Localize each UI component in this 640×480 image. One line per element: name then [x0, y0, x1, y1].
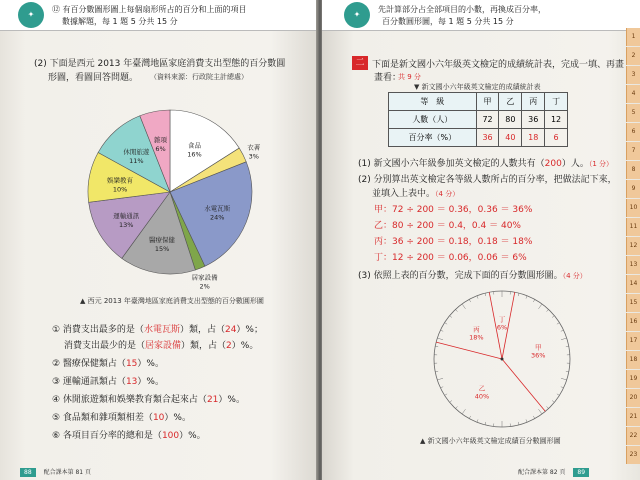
calc-line: 丙：36 ÷ 200 ＝ 0.18，0.18 ＝ 18% — [374, 237, 533, 247]
left-footer-text: 配合課本第 81 頁 — [43, 469, 92, 476]
header-cell: 等 級 — [389, 93, 477, 111]
pie2-label: 甲 — [534, 343, 542, 352]
left-header-text-1: ⑫ 有百分數圖形圖上每個扇形所占的百分和上面的項目 — [52, 5, 247, 14]
pie-tick — [437, 378, 443, 380]
calc-line: 丁：12 ÷ 200 ＝ 0.06，0.06 ＝ 6% — [374, 253, 527, 263]
question-5: ⑤ 食品類和雜項類相差（10）%。 — [52, 413, 191, 423]
section-title: 下面是新文國小六年級英文檢定的成績統計表，完成一填、再畫 — [372, 60, 625, 70]
pie2-percent: 40% — [474, 392, 490, 401]
side-tab[interactable]: 21 — [626, 408, 640, 426]
pie-tick — [546, 309, 548, 311]
pie2-percent: 18% — [469, 333, 484, 342]
header-cell: 甲 — [476, 93, 499, 111]
pie-tick — [518, 293, 519, 296]
pie-tick — [435, 371, 438, 372]
answer-1b-percent: 2 — [226, 341, 232, 351]
pie-tick — [561, 387, 564, 388]
right-header-text-2: 百分數圓形圖，每 1 題 5 分共 15 分 — [382, 17, 514, 26]
row-label: 百分率（%） — [389, 129, 477, 147]
header-cell: 乙 — [499, 93, 522, 111]
answer-4: 21 — [206, 395, 219, 405]
q2-line1: (2) 下面是西元 2013 年臺灣地區家庭消費支出型態的百分數圓 — [34, 59, 286, 69]
section-sub: 畫看： — [374, 73, 402, 83]
pie-tick — [561, 330, 564, 331]
side-tab[interactable]: 4 — [626, 85, 640, 103]
table-cell: 12 — [545, 111, 568, 129]
question-r3: (3) 依照上表的百分數，完成下面的百分數圓形圖。（4 分） — [358, 271, 587, 281]
left-page-number: 88 — [20, 468, 36, 477]
pie2-label: 丁 — [498, 315, 506, 324]
table-row — [389, 111, 568, 129]
side-tab[interactable]: 19 — [626, 370, 640, 388]
question-r2-line2: 並填入上表中。（4 分） — [372, 189, 460, 199]
table-cell: 6 — [545, 129, 568, 147]
question-r2-line1: (2) 分別算出英文檢定各等級人數所占的百分率，把做法記下來， — [358, 175, 617, 185]
side-tab[interactable]: 9 — [626, 180, 640, 198]
pie-percent: 10% — [112, 185, 128, 194]
grade-pie-chart — [412, 284, 592, 434]
pie-label: 食品 — [187, 141, 201, 150]
pie-tick — [477, 296, 478, 299]
header-cell: 丁 — [545, 93, 568, 111]
pie-percent: 15% — [154, 245, 170, 254]
pie-label: 雜項 — [153, 136, 167, 145]
pie-tick — [455, 309, 457, 311]
pie-tick — [557, 394, 560, 396]
question-4: ④ 休閒旅遊類和娛樂教育類合起來占（21）%。 — [52, 395, 245, 405]
side-tab[interactable]: 23 — [626, 446, 640, 464]
answer-5: 10 — [152, 413, 165, 423]
section-number: 二 — [352, 56, 368, 70]
pie2-percent: 36% — [530, 351, 546, 360]
side-tab[interactable]: 22 — [626, 427, 640, 445]
side-tab[interactable]: 1 — [626, 28, 640, 46]
q2-line2: 形圖，看圖回答問題。 — [48, 73, 139, 83]
expense-pie-chart — [70, 100, 280, 290]
table-caption: ▼ 新文國小六年級英文檢定的成績統計表 — [414, 83, 541, 91]
question-3: ③ 運輸通訊類占（13）%。 — [52, 377, 164, 387]
side-tab[interactable]: 5 — [626, 104, 640, 122]
pie-tick — [566, 371, 569, 372]
side-tab[interactable]: 3 — [626, 66, 640, 84]
pie-tick — [455, 406, 457, 408]
right-header-text-1: 先計算部分占全部項目的小數，再換成百分率， — [378, 5, 546, 14]
pie-tick — [462, 304, 466, 309]
side-tab[interactable]: 17 — [626, 332, 640, 350]
side-tab[interactable]: 11 — [626, 218, 640, 236]
grade-table — [388, 92, 568, 147]
side-tab[interactable]: 15 — [626, 294, 640, 312]
pie-tick — [526, 296, 527, 299]
question-1b: 消費支出最少的是（居家設備）類，占（2）%。 — [64, 341, 259, 351]
left-footer — [20, 467, 91, 476]
answer-6: 100 — [161, 431, 180, 441]
side-tab[interactable]: 13 — [626, 256, 640, 274]
pie-tick — [546, 406, 548, 408]
question-1a: ① 消費支出最多的是（水電瓦斯）類，占（24）%； — [52, 325, 263, 335]
question-2: ② 醫療保健類占（15）%。 — [52, 359, 164, 369]
pie-tick — [526, 419, 527, 422]
pie-percent: 13% — [119, 220, 134, 229]
left-header-text-2: 數據解題，每 1 題 5 分共 15 分 — [62, 17, 178, 26]
answer-1a-percent: 24 — [224, 325, 237, 335]
question-r1: (1) 新文國小六年級參加英文檢定的人數共有（200）人。（1 分） — [358, 159, 614, 169]
answer-1b-category: 居家設備 — [145, 341, 182, 351]
pie-label: 運輸通訊 — [113, 211, 140, 220]
table-cell: 80 — [499, 111, 522, 129]
pie-label: 醫療保健 — [149, 236, 176, 245]
row-label: 人數（人） — [389, 111, 477, 129]
answer-1a-category: 水電瓦斯 — [143, 325, 180, 335]
right-page-number: 89 — [573, 468, 589, 477]
answer-r1: 200 — [544, 159, 562, 169]
right-footer — [518, 467, 589, 476]
pie-tick — [561, 338, 567, 340]
pie-tick — [538, 409, 542, 414]
section-score: 共 9 分 — [398, 73, 421, 81]
pie-label: 娛樂教育 — [107, 176, 134, 185]
table-cell: 36 — [476, 129, 499, 147]
pie-tick — [437, 338, 443, 340]
pie-tick — [533, 299, 534, 302]
pie-percent: 2% — [199, 282, 210, 290]
side-tab[interactable]: 16 — [626, 313, 640, 331]
pie-tick — [462, 409, 466, 414]
side-tab[interactable]: 2 — [626, 47, 640, 65]
pie-tick — [485, 293, 486, 296]
pie-divider — [436, 342, 502, 359]
pie-tick — [440, 387, 443, 388]
pie-tick — [440, 330, 443, 331]
side-tabs — [626, 28, 640, 465]
pie2-percent: 6% — [496, 323, 508, 332]
pie-center — [501, 358, 504, 361]
pie-tick — [518, 422, 519, 425]
pie-label: 水電瓦斯 — [204, 204, 231, 213]
pie-label: 衣著 — [247, 143, 261, 152]
side-tab[interactable]: 8 — [626, 161, 640, 179]
table-cell: 18 — [522, 129, 545, 147]
pie-label: 休閒旅遊 — [123, 147, 150, 156]
pie-tick — [450, 400, 452, 402]
pie-tick — [566, 346, 569, 347]
pie-percent: 6% — [155, 145, 166, 154]
pie-tick — [469, 416, 470, 419]
table-cell: 36 — [522, 111, 545, 129]
side-tab[interactable]: 7 — [626, 142, 640, 160]
table-row — [389, 129, 568, 147]
answer-2: 15 — [125, 359, 138, 369]
answer-3: 13 — [125, 377, 138, 387]
table-cell: 40 — [499, 129, 522, 147]
pie-tick — [485, 422, 486, 425]
pie-label: 居家設備 — [191, 273, 218, 282]
q2-source: （資料來源：行政院主計總處） — [150, 73, 248, 81]
pie2-label: 丙 — [473, 325, 480, 334]
pie-tick — [533, 416, 534, 419]
question-6: ⑥ 各項目百分率的總和是（100）%。 — [52, 431, 206, 441]
pie-percent: 11% — [129, 156, 144, 165]
pie-tick — [445, 394, 448, 396]
pie-tick — [469, 299, 470, 302]
side-tab[interactable]: 10 — [626, 199, 640, 217]
pie-percent: 24% — [210, 213, 225, 222]
pie-tick — [450, 316, 452, 318]
pie2-label: 乙 — [478, 384, 486, 393]
pie-tick — [561, 378, 567, 380]
table-cell: 72 — [476, 111, 499, 129]
side-tab[interactable]: 20 — [626, 389, 640, 407]
side-tab[interactable]: 14 — [626, 275, 640, 293]
pie-tick — [552, 400, 554, 402]
pie-tick — [557, 323, 560, 325]
header-cell: 丙 — [522, 93, 545, 111]
calc-line: 乙：80 ÷ 200 ＝ 0.4，0.4 ＝ 40% — [374, 221, 521, 231]
pie-tick — [538, 304, 542, 309]
pie-divider — [502, 359, 545, 411]
side-tab[interactable]: 12 — [626, 237, 640, 255]
section-badge-right: ✦ — [344, 2, 370, 28]
pie-percent: 3% — [248, 152, 259, 161]
side-tab[interactable]: 6 — [626, 123, 640, 141]
table-header-row — [389, 93, 568, 111]
side-tab[interactable]: 18 — [626, 351, 640, 369]
left-page — [0, 0, 318, 480]
pie-tick — [552, 316, 554, 318]
right-page — [322, 0, 640, 480]
pie-caption: ▲ 西元 2013 年臺灣地區家庭消費支出型態的百分數圓形圖 — [80, 297, 264, 305]
pie-percent: 16% — [187, 150, 202, 159]
calc-line: 甲：72 ÷ 200 ＝ 0.36，0.36 ＝ 36% — [374, 205, 533, 215]
section-badge: ✦ — [18, 2, 44, 28]
pie-tick — [445, 323, 448, 325]
pie-tick — [435, 346, 438, 347]
right-footer-text: 配合課本第 82 頁 — [518, 469, 566, 476]
pie-tick — [477, 419, 478, 422]
pie2-caption: ▲ 新文國小六年級英文檢定成績百分數圓形圖 — [420, 437, 561, 445]
